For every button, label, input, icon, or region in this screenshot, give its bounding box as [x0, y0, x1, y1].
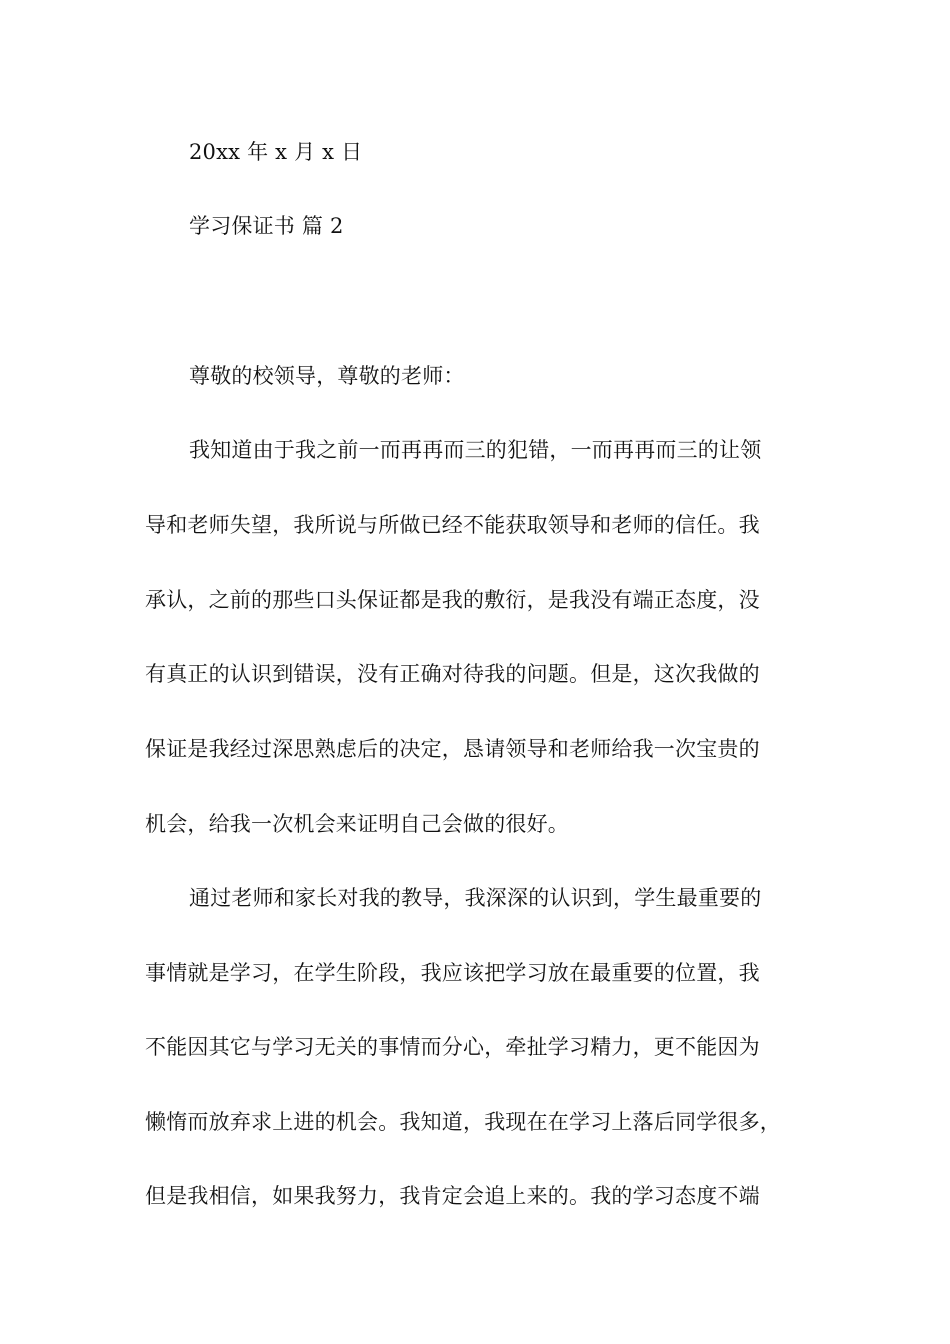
paragraph-line: 不能因其它与学习无关的事情而分心，牵扯学习精力，更不能因为: [145, 1035, 760, 1059]
paragraph-line: 机会，给我一次机会来证明自己会做的很好。: [145, 812, 569, 836]
salutation: 尊敬的校领导，尊敬的老师：: [189, 364, 465, 388]
paragraph-line: 保证是我经过深思熟虑后的决定，恳请领导和老师给我一次宝贵的: [145, 737, 760, 761]
section-heading: 学习保证书 篇 2: [189, 214, 344, 238]
paragraph-line: 事情就是学习，在学生阶段，我应该把学习放在最重要的位置，我: [145, 961, 760, 985]
paragraph-line: 通过老师和家长对我的教导，我深深的认识到，学生最重要的: [189, 886, 762, 910]
paragraph-line: 导和老师失望，我所说与所做已经不能获取领导和老师的信任。我: [145, 513, 760, 537]
paragraph-line: 我知道由于我之前一而再再而三的犯错，一而再再而三的让领: [189, 438, 762, 462]
paragraph-line: 但是我相信，如果我努力，我肯定会追上来的。我的学习态度不端: [145, 1184, 760, 1208]
paragraph-line: 懒惰而放弃求上进的机会。我知道，我现在在学习上落后同学很多，: [145, 1110, 781, 1134]
paragraph-line: 承认，之前的那些口头保证都是我的敷衍，是我没有端正态度，没: [145, 588, 760, 612]
date-line: 20xx 年 x 月 x 日: [189, 140, 363, 164]
paragraph-line: 有真正的认识到错误，没有正确对待我的问题。但是，这次我做的: [145, 662, 760, 686]
